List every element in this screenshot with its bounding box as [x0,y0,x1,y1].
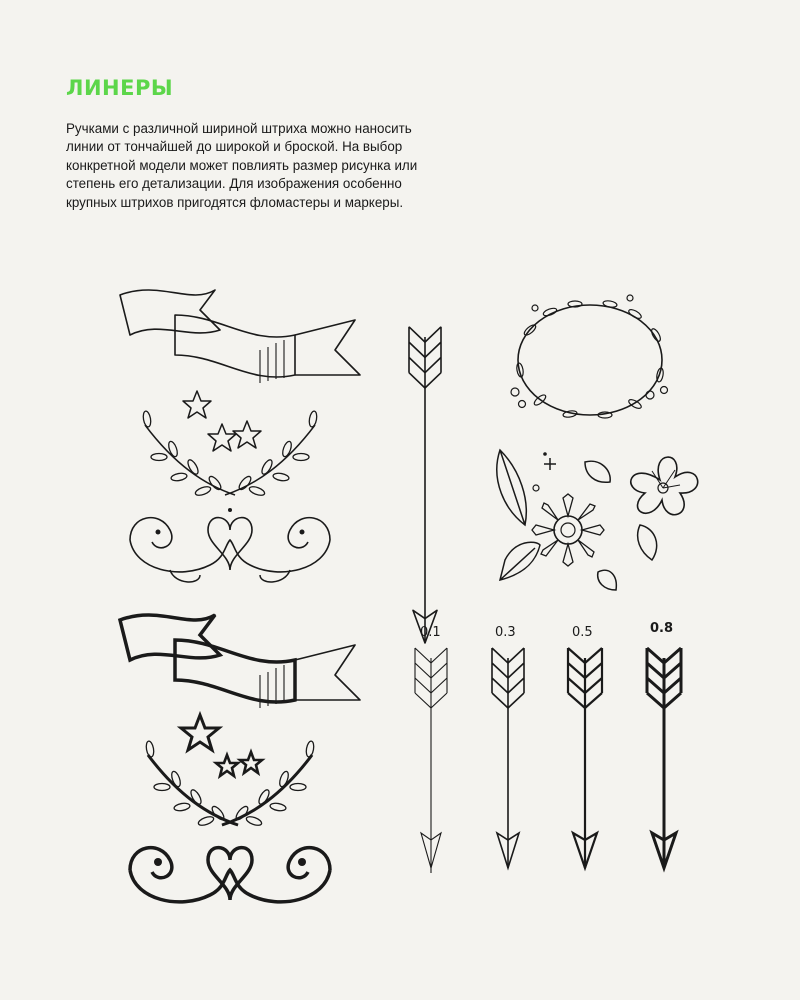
star-icon [181,715,262,776]
liner-size-label: 0.5 [572,625,593,640]
liner-size-label: 0.1 [420,625,441,640]
arrow-icon [647,648,681,868]
paragraph-line: конкретной модели может повлиять размер рисунка или [66,157,418,173]
ribbon-banner-icon [120,290,360,383]
flower-icon [631,457,698,515]
page-title: ЛИНЕРЫ [66,76,174,100]
paragraph-line: степень его детализации. Для изображения особенно [66,176,402,192]
floral-wreath-icon [511,295,668,418]
sunflower-icon [532,494,604,566]
paragraph-line: крупных штрихов пригодятся фломастеры и маркеры. [66,194,404,210]
liner-size-label: 0.8 [650,621,674,636]
arrow-icon [568,648,602,868]
flower-icon [533,452,556,491]
arrow-icon [492,648,524,868]
ribbon-banner-icon [120,615,360,708]
scroll-ornament-icon [130,848,330,902]
scroll-ornament-icon [130,508,330,582]
laurel-branch-icon [145,741,315,828]
arrow-icon [415,648,447,873]
arrow-icon [409,327,441,643]
laurel-branch-icon [142,411,318,498]
liner-size-label: 0.3 [495,625,516,640]
paragraph-line: Ручками с различной шириной штриха можно наносить [66,121,412,136]
paragraph-line: линии от тончайшей до широкой и броской. На выбор [66,139,403,155]
star-icon [183,391,261,451]
